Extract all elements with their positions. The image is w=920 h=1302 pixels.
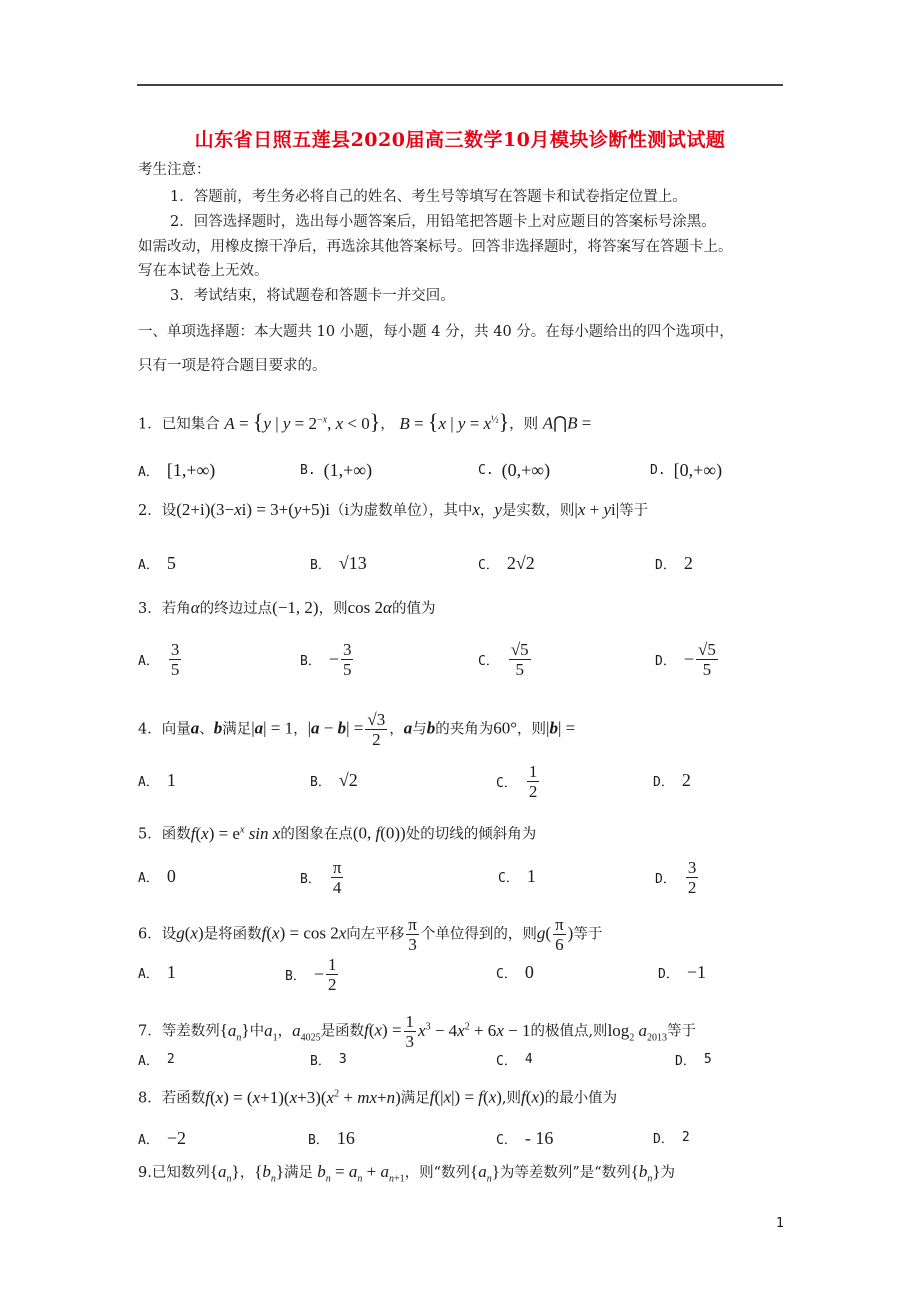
q2-option-d: D． 2 xyxy=(655,553,693,573)
q8-option-c: C． - 16 xyxy=(496,1128,554,1148)
page-number: 1 xyxy=(776,1216,785,1231)
q2-option-b: B． √13 xyxy=(310,553,367,573)
q8-option-a: A． −2 xyxy=(138,1128,186,1148)
q7-option-d: D． 5 xyxy=(675,1052,712,1069)
q4-option-b: B． √2 xyxy=(310,770,358,790)
notice-item-2-cont2: 写在本试卷上无效。 xyxy=(138,263,269,279)
q5-option-d: D． $\frac{3}{2}$ xyxy=(655,858,697,897)
q7-option-c: C． 4 xyxy=(496,1052,533,1069)
q5-option-c: C． 1 xyxy=(498,866,536,886)
question-text: 已知集合 xyxy=(161,416,220,433)
section-heading-line2: 只有一项是符合题目要求的。 xyxy=(138,358,327,374)
q3-option-b: B． − $\frac{3}{5}$ xyxy=(300,640,352,679)
q6-option-a: A． 1 xyxy=(138,962,176,982)
header-rule xyxy=(137,84,783,86)
q1-option-a: A． [1,+∞) xyxy=(138,460,216,480)
question-8: 8．若函数$f(x) = (x+1)(x+3)(x^2 + mx+n)$满足f(|x|) = f(x),则f(x)的最小值为 xyxy=(138,1087,618,1107)
q6-option-c: C． 0 xyxy=(496,962,534,982)
q3-option-a: A． $\frac{3}{5}$ xyxy=(138,640,180,679)
q8-option-b: B． 16 xyxy=(308,1128,355,1148)
q1-option-d: D. [0,+∞) xyxy=(650,460,723,480)
notice-item-2: 2．回答选择题时，选出每小题答案后，用铅笔把答题卡上对应题目的答案标号涂黑。 xyxy=(170,214,716,230)
q5-option-b: B． $\frac{\pi}{4}$ xyxy=(300,858,342,897)
q4-option-c: C． $\frac{1}{2}$ xyxy=(496,762,538,801)
notice-item-1: 1．答题前，考生务必将自己的姓名、考生号等填写在答题卡和试卷指定位置上。 xyxy=(170,189,687,205)
question-2: 2．设(2+i)(3−xi) = 3+(y+5)i（i为虚数单位），其中x，y是实数，则|x + yi|等于 xyxy=(138,500,649,519)
question-5: 5．函数$f(x) = e^x$ sin x的图象在点(0, f(0))处的切线的倾斜角为 xyxy=(138,823,537,843)
q3-option-d: D． − $\frac{√5}{5}$ xyxy=(655,640,716,679)
q5-option-a: A． 0 xyxy=(138,866,176,886)
q7-option-a: A． 2 xyxy=(138,1052,175,1069)
question-6: 6．设g(x)是将函数f(x) = cos 2x向左平移 $\frac{\pi}{3}$ 个单位得到的，则g( $\frac{\pi}{6}$ )等于 xyxy=(138,915,603,954)
math-set-a: A = {y | $y = 2^{-x}$, x < 0} xyxy=(224,408,381,434)
notice-item-3: 3．考试结束，将试题卷和答题卡一并交回。 xyxy=(170,288,455,304)
q1-option-c: C. (0,+∞) xyxy=(478,460,551,480)
q4-option-d: D． 2 xyxy=(653,770,691,790)
question-4: 4．向量a、b满足|a| = 1，|a − b| = $\frac{√3}{2}$ ，a与b的夹角为60°，则|b| = xyxy=(138,710,576,749)
q6-option-d: D． −1 xyxy=(658,962,706,982)
q6-option-b: B． − $\frac{1}{2}$ xyxy=(285,955,337,994)
q7-option-b: B． 3 xyxy=(310,1052,347,1069)
document-title: 山东省日照五莲县2020届高三数学10月模块诊断性测试试题 xyxy=(194,129,726,151)
question-number: 1． xyxy=(138,416,162,433)
q8-option-d: D． 2 xyxy=(653,1130,690,1147)
question-9: 9.已知数列$\{a_n\}$，$\{b_n\}$满足 $b_n = a_n + a_{n+1}$，则“数列$\{a_n\}$为等差数列”是“数列$\{b_n\}$为 xyxy=(138,1162,676,1185)
q2-option-c: C． 2√2 xyxy=(478,553,535,573)
q4-option-a: A． 1 xyxy=(138,770,176,790)
math-set-b: B = {x | $y = x^{\frac{1}{2}}$} xyxy=(399,408,510,434)
question-1: 1．已知集合 A = {y | $y = 2^{-x}$, x < 0}， B = {x | $y = x^{\frac{1}{2}}$}，则 A⋂B = xyxy=(138,408,592,434)
math-equation: (2+i)(3−xi) = 3+(y+5)i xyxy=(176,500,330,519)
question-3: 3．若角α的终边过点(−1, 2)，则cos 2α的值为 xyxy=(138,598,436,617)
notice-item-2-cont: 如需改动，用橡皮擦干净后，再选涂其他答案标号。回答非选择题时，将答案写在答题卡上。 xyxy=(138,239,733,255)
question-7: 7．等差数列$\{a_n\}$中$a_1$，$a_{4025}$是函数f(x) = $\frac{1}{3}$ $x^3 - 4x^2 + 6x - 1$的极值点,则$\log_2 a_{2013}$等于 xyxy=(138,1012,697,1051)
section-heading-line1: 一、单项选择题：本大题共 10 小题，每小题 4 分，共 40 分。在每小题给出的四个选项中， xyxy=(138,324,734,340)
q2-option-a: A． 5 xyxy=(138,553,176,573)
notice-heading: 考生注意： xyxy=(138,162,211,178)
q3-option-c: C． $\frac{√5}{5}$ xyxy=(478,640,529,679)
q1-option-b: B. (1,+∞) xyxy=(300,460,373,480)
